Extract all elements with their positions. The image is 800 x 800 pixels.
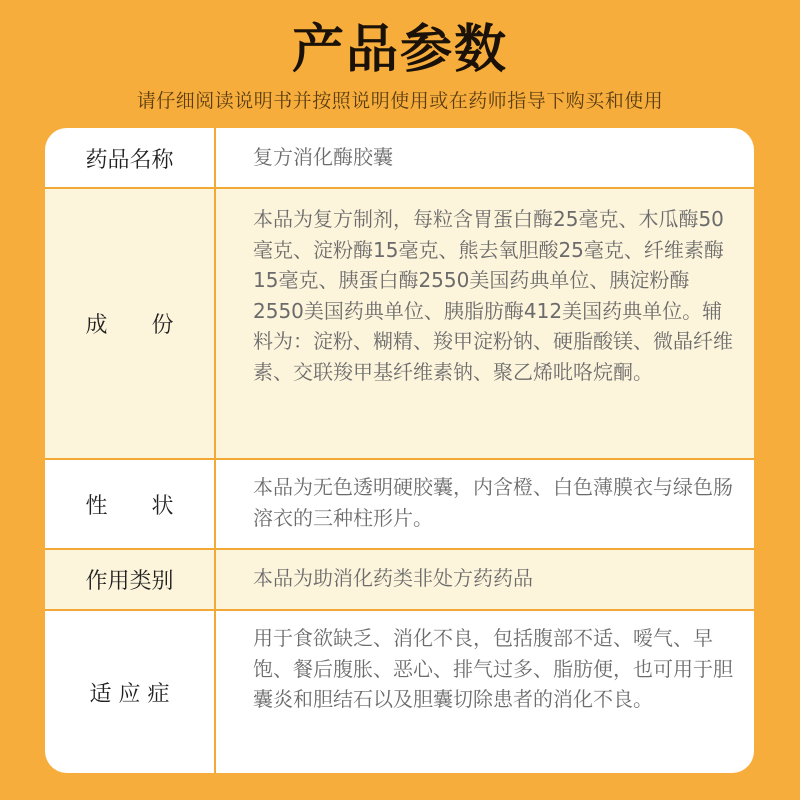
table-row-ingredients (45, 189, 754, 458)
page-subtitle: 请仔细阅读说明书并按照说明使用或在药师指导下购买和使用 (136, 90, 664, 112)
row-value: 本品为无色透明硬胶囊，内含橙、白色薄膜衣与绿色肠溶衣的三种柱形片。 (253, 475, 733, 530)
row-value: 复方消化酶胶囊 (253, 145, 393, 169)
table-row-indications (45, 611, 754, 773)
row-value: 用于食欲缺乏、消化不良，包括腹部不适、嗳气、早饱、餐后腹胀、恶心、排气过多、脂肪便，也可用于胆囊炎和胆结石以及胆囊切除患者的消化不良。 (253, 626, 733, 711)
row-value: 本品为助消化药类非处方药药品 (253, 566, 533, 590)
table-row-name (45, 128, 754, 188)
row-label: 药品名称 (85, 147, 174, 173)
row-label: 适 应 症 (89, 681, 170, 707)
parameter-table (45, 128, 754, 773)
table-row-appearance (45, 460, 754, 548)
table-row-category (45, 550, 754, 609)
row-label: 作用类别 (85, 569, 174, 594)
column-divider (214, 128, 216, 773)
row-value: 本品为复方制剂，每粒含胃蛋白酶25毫克、木瓜酶50毫克、淀粉酶15毫克、熊去氧胆酸25毫克、纤维素酶15毫克、胰蛋白酶2550美国药典单位、胰淀粉酶2550美国药典单位、胰脂肪酶412美国药典单位。辅料为：淀粉、糊精、羧甲淀粉钠、硬脂酸镁、微晶纤维素、交联羧甲基纤维素钠、聚乙烯吡咯烷酮。 (253, 207, 733, 384)
page-title: 产品参数 (291, 20, 508, 80)
row-label: 性 状 (85, 493, 174, 519)
row-label: 成 份 (85, 313, 174, 338)
